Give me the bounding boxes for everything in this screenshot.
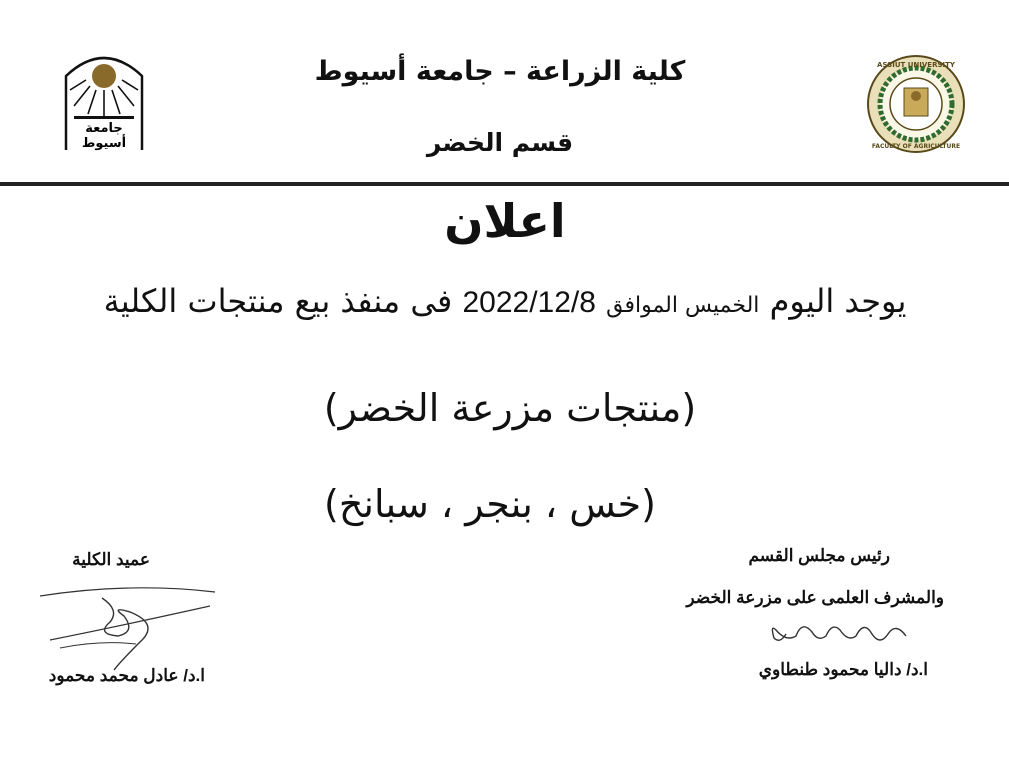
dean-role: عميد الكلية [72,550,150,569]
left-signatory-name: ا.د/ عادل محمد محمود [48,666,205,685]
handwritten-signature-right [756,612,916,648]
announcement-line-2: (منتجات مزرعة الخضر) [323,386,697,430]
department-council-head-role: رئيس مجلس القسم [748,546,890,565]
product-list: (خس ، بنجر ، سبانخ) [324,482,656,526]
line1-date: 2022/12/8 [462,286,596,319]
header-divider [0,182,1009,186]
handwritten-signature-left [40,582,220,674]
svg-text:ASSIUT UNIVERSITY: ASSIUT UNIVERSITY [877,61,955,69]
college-name: كلية الزراعة – جامعة أسيوط [314,56,686,87]
line1-suffix: فى منفذ بيع منتجات الكلية [103,282,453,320]
farm-supervisor-role: والمشرف العلمى على مزرعة الخضر [686,588,944,607]
right-signatory-name: ا.د/ داليا محمود طنطاوي [758,660,928,679]
svg-text:جامعة: جامعة [85,121,123,136]
svg-text:FACULTY OF AGRICULTURE: FACULTY OF AGRICULTURE [871,143,961,150]
announcement-title: اعلان [444,194,566,248]
line1-prefix: يوجد اليوم [769,282,907,320]
svg-text:أسيوط: أسيوط [81,136,127,151]
department-name: قسم الخضر [426,128,574,157]
line1-day: الخميس الموافق [606,293,760,318]
assiut-university-logo [60,46,148,154]
announcement-line-1 [60,282,950,320]
faculty-of-agriculture-seal [866,54,966,154]
